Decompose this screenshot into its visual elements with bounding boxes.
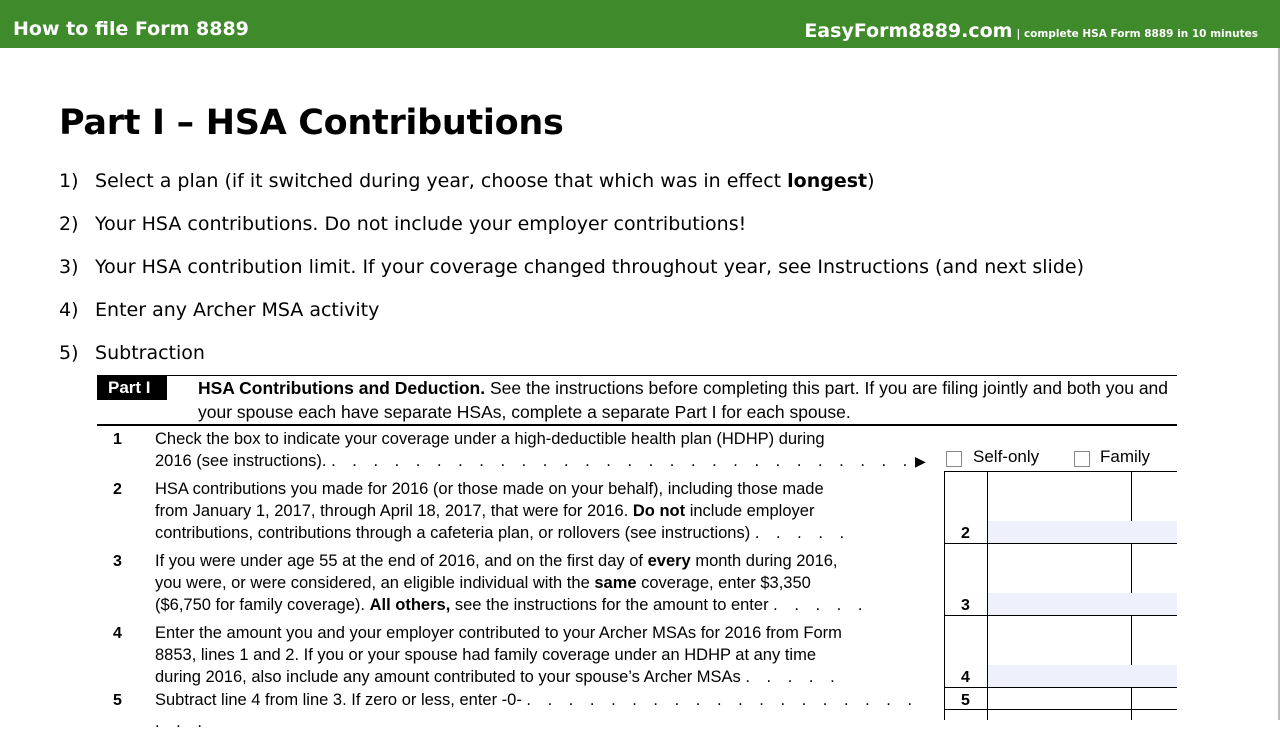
steps-list <box>59 168 1084 383</box>
part-heading <box>198 376 1178 424</box>
rule-line5 <box>944 709 1177 710</box>
line-3-row-a-end: month during 2016, <box>690 552 838 570</box>
line-2-row-b: from January 1, 2017, through April 18, 2017, that were for 2016. <box>155 502 629 520</box>
leader-dots: . . . . . . . . . . . . . . . . . . . . . . . . . . . . <box>331 452 914 470</box>
site-name: EasyForm8889.com <box>804 20 1013 42</box>
box-number: 2 <box>961 525 970 542</box>
self-only-label: Self-only <box>973 447 1040 466</box>
line-5-row-a: Subtract line 4 from line 3. If zero or less, enter -0- <box>155 691 522 709</box>
self-only-checkbox[interactable] <box>946 451 962 467</box>
line-2-emphasis: Do not <box>632 502 686 520</box>
arrow-icon: ▶ <box>915 453 926 469</box>
leader-dots: . . . . . . . . . . . . . . . . . . . . . . <box>155 691 919 731</box>
line-number: 3 <box>113 553 122 570</box>
part-heading-bold: HSA Contributions and Deduction. <box>198 378 486 398</box>
step-number: 3) <box>59 256 79 278</box>
step-text-end: ) <box>867 170 875 192</box>
leader-dots: . . . . . <box>773 596 869 614</box>
line-3-row-b: you were, or were considered, an eligible individual with the <box>155 574 595 592</box>
step-text: Enter any Archer MSA activity <box>95 299 380 321</box>
line-2-row-b-end: include employer <box>685 502 815 520</box>
line-3-row-c: ($6,750 for family coverage). <box>155 596 370 614</box>
col-left-border <box>944 471 945 720</box>
line-number: 5 <box>113 692 122 709</box>
box-number: 4 <box>961 669 970 686</box>
step-text: Your HSA contribution limit. If your coverage changed throughout year, see Instructions (and next slide) <box>95 256 1084 278</box>
line-4-row-c: during 2016, also include any amount contributed to your spouse’s Archer MSAs <box>155 668 741 686</box>
rule-line2 <box>944 543 1177 544</box>
line-3-emphasis-b: same <box>594 574 637 592</box>
line-1-row-a: Check the box to indicate your coverage under a high-deductible health plan (HDHP) during <box>155 430 825 448</box>
step-number: 5) <box>59 342 79 364</box>
box-number: 3 <box>961 597 970 614</box>
line-4-row-a: Enter the amount you and your employer contributed to your Archer MSAs for 2016 from Form <box>155 624 842 642</box>
line-number: 2 <box>113 481 122 498</box>
line-3-emphasis-c: All others, <box>369 596 451 614</box>
line-5-text <box>155 689 931 733</box>
step-item <box>59 254 1084 297</box>
rule-line4 <box>944 687 1177 688</box>
step-item <box>59 211 1084 254</box>
step-number: 2) <box>59 213 79 235</box>
header-title: How to file Form 8889 <box>13 18 249 40</box>
step-text: Select a plan (if it switched during year, choose that which was in effect <box>95 170 788 192</box>
family-checkbox[interactable] <box>1074 451 1090 467</box>
form-8889-part1 <box>97 375 1177 731</box>
step-item <box>59 297 1084 340</box>
line-1-row-b: 2016 (see instructions). <box>155 452 327 470</box>
line-3-emphasis-a: every <box>647 552 691 570</box>
box-number: 5 <box>961 692 970 709</box>
header-bar <box>0 0 1280 48</box>
step-emphasis: longest <box>787 170 868 192</box>
line-4-row-b: 8853, lines 1 and 2. If you or your spouse had family coverage under an HDHP at any time <box>155 646 816 664</box>
line-2-text <box>155 478 931 544</box>
line-3-row-a: If you were under age 55 at the end of 2016, and on the first day of <box>155 552 648 570</box>
line-3-amount-field[interactable] <box>988 593 1177 615</box>
line-3-row-c-end: see the instructions for the amount to enter <box>450 596 769 614</box>
step-number: 4) <box>59 299 79 321</box>
leader-dots: . . . . . <box>745 668 841 686</box>
line-4-amount-field[interactable] <box>988 665 1177 687</box>
line-2-row-a: HSA contributions you made for 2016 (or those made on your behalf), including those made <box>155 480 824 498</box>
step-item <box>59 168 1084 211</box>
line-3-text <box>155 550 931 616</box>
line-4-text <box>155 622 931 688</box>
step-text: Subtraction <box>95 342 205 364</box>
part-heading-text: See the instructions before completing this part. If you are filing jointly and both you and your spouse each have separate HSAs, complete a separate Part I for each spouse. <box>198 378 1169 422</box>
line-number: 4 <box>113 625 122 642</box>
rule-under-heading <box>97 424 1177 426</box>
leader-dots: . . . . . <box>754 524 851 542</box>
rule-line3 <box>944 615 1177 616</box>
part-badge: Part I <box>97 376 167 400</box>
site-tagline: | complete HSA Form 8889 in 10 minutes <box>1016 28 1258 40</box>
slide-title: Part I – HSA Contributions <box>59 103 564 143</box>
step-number: 1) <box>59 170 79 192</box>
rule-line1 <box>944 471 1177 472</box>
line-2-row-c: contributions, contributions through a cafeteria plan, or rollovers (see instructions) <box>155 524 751 542</box>
line-2-amount-field[interactable] <box>988 521 1177 543</box>
line-number: 1 <box>113 431 122 448</box>
step-text: Your HSA contributions. Do not include your employer contributions! <box>95 213 747 235</box>
line-3-row-b-end: coverage, enter $3,350 <box>636 574 811 592</box>
line-1-text <box>155 428 931 472</box>
family-label: Family <box>1100 447 1151 466</box>
header-right <box>804 0 1258 48</box>
